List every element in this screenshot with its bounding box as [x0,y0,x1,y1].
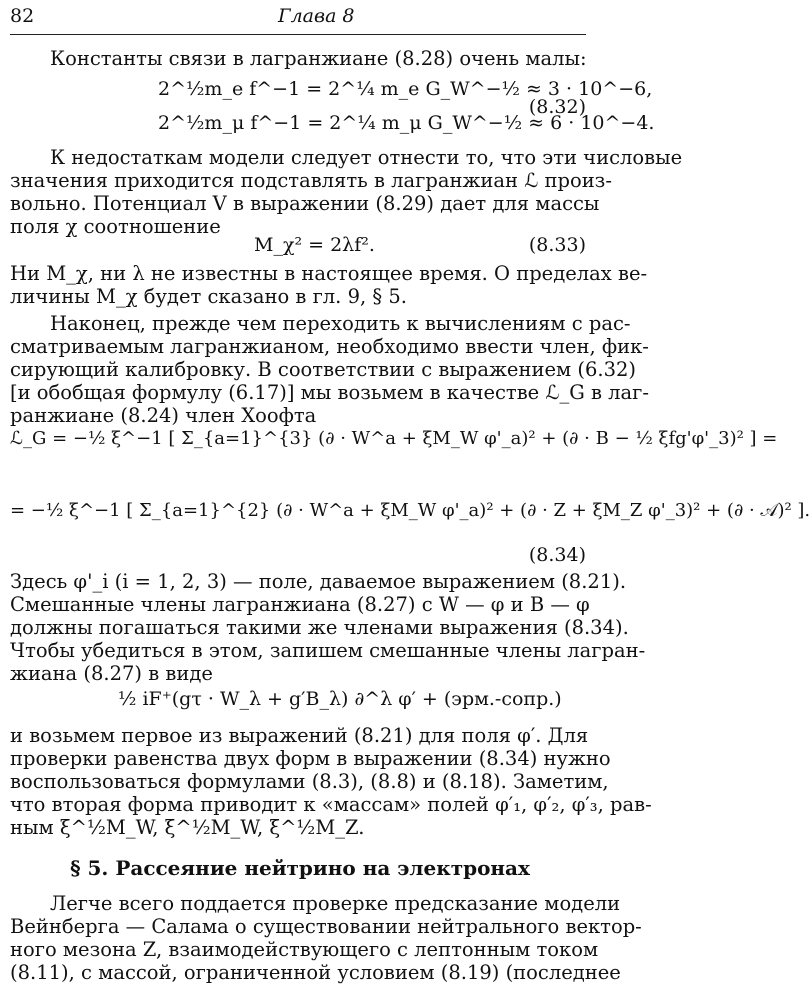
paragraph-1: Константы связи в лагранжиане (8.28) очень малы: [50,47,587,70]
paragraph-4: Наконец, прежде чем переходить к вычислениям с рас- сматриваемым лагранжианом, необходимо ввести член, фик- сирующий калибровку. В соответствии с выражением (6.32) [и обобщая формулу (6.17)] мы возьмем в качестве ℒ_G в лаг- ранжиане (8.24) член Хоофта [10,312,649,427]
paragraph-2: К недостаткам модели следует отнести то, что эти числовые значения приходится подставлять в лагранжиан ℒ произ- вольно. Потенциал V в выражении (8.29) дает для массы поля χ соотношение [10,146,683,238]
section-heading: § 5. Рассеяние нейтрино на электронах [70,856,530,880]
equation-line: ℒ_G = −½ ξ^−1 [ Σ_{a=1}^{3} (∂ · W^a + ξM_W φ'_a)² + (∂ · B − ½ ξfg'φ'_3)² ] = [10,428,778,449]
paragraph-6: и возьмем первое из выражений (8.21) для поля φ′. Для проверки равенства двух форм в выражении (8.34) нужно воспользоваться формулами (8.3), (8.8) и (8.18). Заметим, что вторая форма приводит к «массам» полей φ′₁, φ′₂, φ′₃, рав- ным ξ^½M_W, ξ^½M_W, ξ^½M_Z. [10,724,652,839]
equation-line: 2^½m_e f^−1 = 2^¼ m_e G_W^−½ ≈ 3 · 10^−6, [158,78,653,100]
paragraph-3: Ни M_χ, ни λ не известны в настоящее время. О пределах ве- личины M_χ будет сказано в гл. 9, § 5. [10,262,648,308]
header-rule [10,34,586,35]
page-header [10,5,580,31]
page-number: 82 [10,5,35,27]
equation-line: = −½ ξ^−1 [ Σ_{a=1}^{2} (∂ · W^a + ξM_W φ'_a)² + (∂ · Z + ξM_Z φ'_3)² + (∂ · 𝒜)² ]. [10,500,810,521]
equation-number: (8.34) [528,544,586,566]
equation-number: (8.32) [528,96,586,118]
paragraph-5: Здесь φ'_i (i = 1, 2, 3) — поле, даваемое выражением (8.21). Смешанные члены лагранжиана (8.27) с W — φ и B — φ должны погашаться такими же членами выражения (8.34). Чтобы убедиться в этом, запишем смешанные члены лагран- жиана (8.27) в виде [10,570,646,685]
paragraph-7: Легче всего поддается проверке предсказание модели Вейнберга — Салама о существовании нейтрального вектор- ного мезона Z, взаимодействующего с лептонным током (8.11), с массой, ограниченной условием (8.19) (последнее [10,892,642,984]
equation-line: M_χ² = 2λf². [254,234,375,256]
equation-mixed-terms: ½ iF⁺(gτ · W_λ + g′B_λ) ∂^λ φ′ + (эрм.-сопр.) [118,688,562,710]
equation-number: (8.33) [528,234,586,256]
chapter-title: Глава 8 [278,5,355,27]
equation-line: 2^½m_μ f^−1 = 2^¼ m_μ G_W^−½ ≈ 6 · 10^−4. [158,112,655,134]
